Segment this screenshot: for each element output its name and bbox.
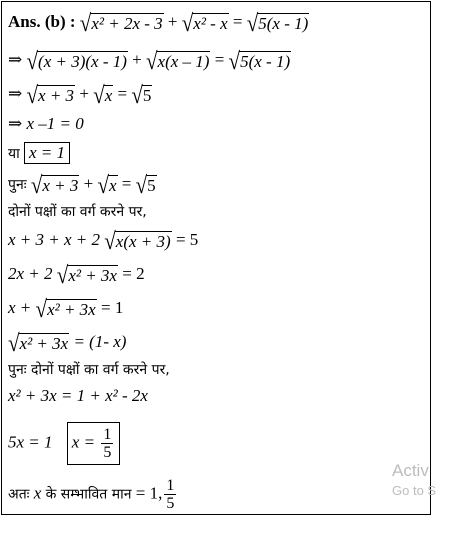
radical: √ x(x + 3) [104,227,171,255]
implies-symbol: ⇒ [8,114,23,133]
equation-line-11: √ x² + 3x = (1- x) [8,329,127,357]
boxed-result: x = $\frac{1}{5}$ [67,422,121,465]
equation-line-13: x² + 3x = 1 + x² - 2x [8,386,148,405]
equation-line-6: पुनः √ x + 3 + √ x = √ 5 [8,171,156,199]
equation-line-3: ⇒ √ x + 3 + √ x = √ 5 [8,81,152,109]
boxed-result: x = 1 [24,142,70,164]
radical: √ 5(x - 1) [228,47,291,75]
equation-line-9: 2x + 2 √ x² + 3x = 2 [8,261,145,289]
radical: √ x² + 3x [56,261,117,289]
equation-line-4: ⇒ x –1 = 0 [8,114,84,133]
radical: √ x² + 3x [8,329,69,357]
radical: √ x² + 2x - 3 [79,9,163,37]
solution-box [1,1,431,515]
radical: √ x(x – 1) [146,47,210,75]
hindi-text-line-1: दोनों पक्षों का वर्ग करने पर, [8,204,147,220]
radical: √ 5 [135,171,156,199]
equation-line-10: x + √ x² + 3x = 1 [8,295,124,323]
radical: √ x [97,171,117,199]
radical: √ (x + 3)(x - 1) [26,47,127,75]
implies-symbol: ⇒ [8,50,23,69]
fraction: $\frac{1}{5}$ [103,426,112,461]
radical: √ x + 3 [26,81,75,109]
hindi-text-line-2: पुनः दोनों पक्षों का वर्ग करने पर, [8,362,170,378]
radical: √ x [93,81,113,109]
fraction: $\frac{1}{5}$ [166,477,175,512]
radical: √ 5(x - 1) [246,9,309,37]
answer-label: Ans. (b) : [8,12,76,31]
equation-line-14: 5x = 1 x = $\frac{1}{5}$ [8,422,120,465]
equation-line-15: अतः x के सम्भावित मान = 1, $\frac{1}{5}$ [8,477,175,512]
equation-line-2: ⇒ √ (x + 3)(x - 1) + √ x(x – 1) = √ 5(x - 1) [8,47,291,75]
equation-line-8: x + 3 + x + 2 √ x(x + 3) = 5 [8,227,199,255]
radical: √ x + 3 [30,171,79,199]
equation-line-5: या x = 1 [8,142,70,164]
activate-windows-watermark: Activ Go to S [392,461,437,498]
equation-line-1: Ans. (b) : √ x² + 2x - 3 + √ x² - x = √ 5(x - 1) [8,9,309,37]
radical: √ 5 [131,81,152,109]
implies-symbol: ⇒ [8,84,23,103]
radical: √ x² + 3x [35,295,96,323]
radical: √ x² - x [181,9,228,37]
